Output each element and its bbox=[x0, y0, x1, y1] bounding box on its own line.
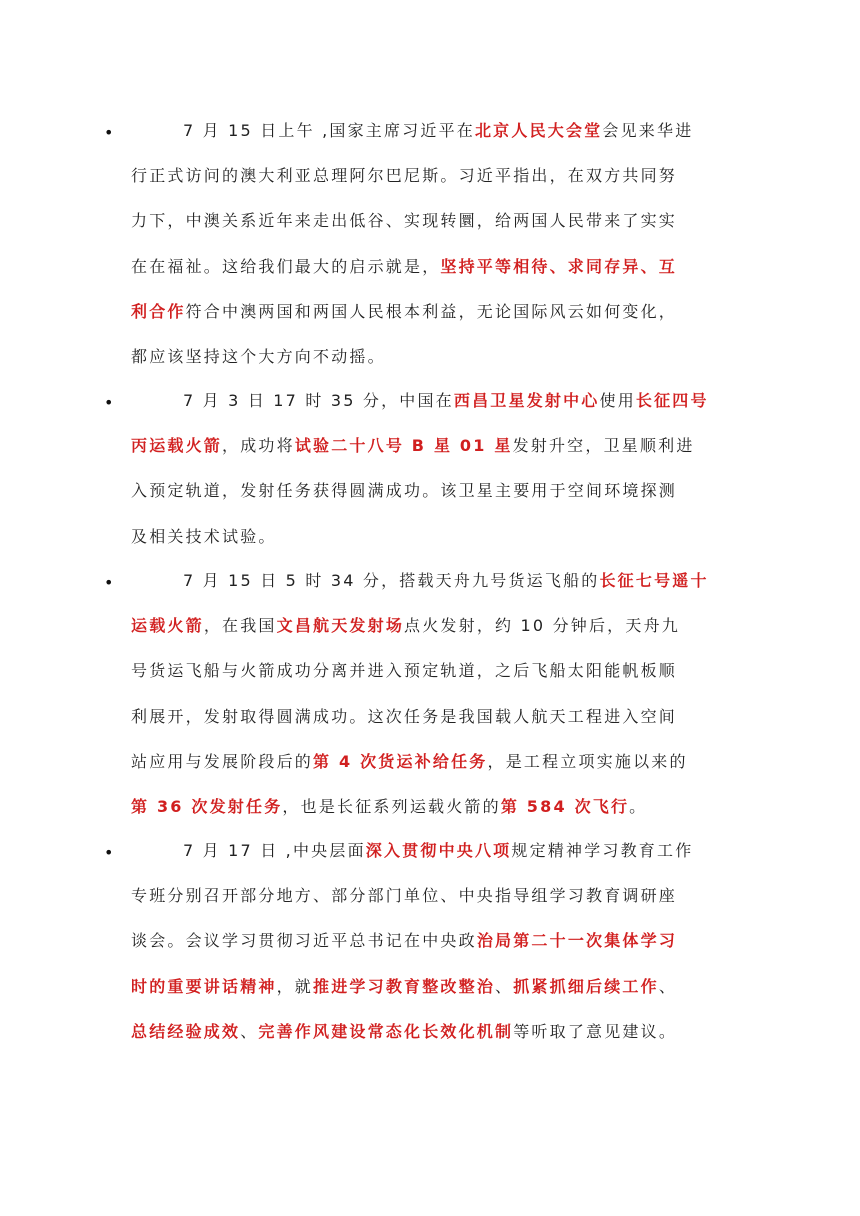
bullet-icon: • bbox=[104, 573, 114, 592]
text-line bbox=[131, 116, 731, 146]
text-line bbox=[131, 1017, 731, 1047]
text-line bbox=[131, 342, 731, 372]
highlighted-text: 总结经验成效 bbox=[131, 1021, 241, 1041]
body-text: 7 月 15 日上午 ,国家主席习近平在 bbox=[183, 121, 475, 140]
text-line bbox=[131, 476, 731, 506]
highlighted-text: 试验二十八号 B 星 01 星 bbox=[294, 436, 513, 456]
highlighted-text: 推进学习教育整改整治 bbox=[313, 976, 496, 996]
body-text: 7 月 17 日 ,中央层面 bbox=[183, 841, 366, 860]
body-text: 行正式访问的澳大利亚总理阿尔巴尼斯。习近平指出，在双方共同努 bbox=[131, 166, 678, 186]
highlighted-text: 文昌航天发射场 bbox=[276, 616, 405, 636]
body-text: 在在福祉。这给我们最大的启示就是， bbox=[131, 256, 441, 276]
text-line bbox=[131, 297, 731, 327]
text-line bbox=[131, 792, 731, 822]
highlighted-text: 运载火箭 bbox=[131, 616, 204, 636]
body-text: 发射升空，卫星顺利进 bbox=[512, 436, 695, 456]
highlighted-text: 抓紧抓细后续工作 bbox=[513, 976, 659, 996]
body-text: 号货运飞船与火箭成功分离并进入预定轨道，之后飞船太阳能帆板顺 bbox=[131, 661, 678, 681]
text-line bbox=[131, 702, 731, 732]
body-text: 力下，中澳关系近年来走出低谷、实现转圜，给两国人民带来了实实 bbox=[131, 211, 678, 231]
body-text: 谈会。会议学习贯彻习近平总书记在中央政 bbox=[131, 931, 477, 951]
body-text: 站应用与发展阶段后的 bbox=[131, 751, 314, 771]
body-text: ，是工程立项实施以来的 bbox=[487, 751, 688, 771]
text-line bbox=[131, 206, 731, 236]
highlighted-text: 治局第二十一次集体学习 bbox=[476, 931, 678, 951]
body-text: 及相关技术试验。 bbox=[131, 526, 277, 546]
text-line bbox=[131, 926, 731, 956]
body-text: ，成功将 bbox=[222, 436, 295, 456]
body-text: 。 bbox=[629, 797, 648, 816]
highlighted-text: 第 584 次飞行 bbox=[500, 797, 630, 816]
text-line bbox=[131, 881, 731, 911]
highlighted-text: 丙运载火箭 bbox=[131, 436, 223, 456]
body-text: 点火发射，约 10 分钟后，天舟九 bbox=[404, 616, 680, 636]
body-text: 7 月 3 日 17 时 35 分，中国在 bbox=[183, 391, 454, 410]
text-line bbox=[131, 566, 731, 596]
highlighted-text: 西昌卫星发射中心 bbox=[453, 391, 600, 410]
text-line bbox=[131, 252, 731, 282]
highlighted-text: 北京人民大会堂 bbox=[474, 121, 603, 140]
text-line bbox=[131, 972, 731, 1002]
body-text: 、 bbox=[495, 976, 514, 996]
bullet-icon: • bbox=[104, 123, 114, 142]
highlighted-text: 深入贯彻中央八项 bbox=[365, 841, 512, 860]
highlighted-text: 时的重要讲话精神 bbox=[131, 976, 277, 996]
body-text: 、 bbox=[658, 976, 678, 996]
text-line bbox=[131, 386, 731, 416]
highlighted-text: 利合作 bbox=[131, 301, 186, 321]
body-text: ，也是长征系列运载火箭的 bbox=[282, 797, 501, 816]
bullet-icon: • bbox=[104, 843, 114, 862]
highlighted-text: 长征七号遥十 bbox=[599, 571, 709, 590]
text-line bbox=[131, 747, 731, 777]
highlighted-text: 第 36 次发射任务 bbox=[131, 797, 283, 816]
text-line bbox=[131, 522, 731, 552]
body-text: 符合中澳两国和两国人民根本利益，无论国际风云如何变化， bbox=[185, 301, 678, 321]
body-text: 会见来华进 bbox=[602, 121, 694, 140]
body-text: 等听取了意见建议。 bbox=[513, 1021, 678, 1041]
body-text: 使用 bbox=[599, 391, 636, 410]
body-text: 都应该坚持这个大方向不动摇。 bbox=[131, 347, 386, 366]
body-text: 入预定轨道，发射任务获得圆满成功。该卫星主要用于空间环境探测 bbox=[131, 481, 678, 501]
body-text: ，在我国 bbox=[203, 616, 277, 636]
body-text: 7 月 15 日 5 时 34 分，搭载天舟九号货运飞船的 bbox=[183, 571, 600, 590]
highlighted-text: 第 4 次货运补给任务 bbox=[313, 751, 488, 771]
highlighted-text: 坚持平等相待、求同存异、互 bbox=[440, 256, 678, 276]
text-line bbox=[131, 836, 731, 866]
text-line bbox=[131, 611, 731, 641]
body-text: ，就 bbox=[276, 976, 314, 996]
body-text: 利展开，发射取得圆满成功。这次任务是我国载人航天工程进入空间 bbox=[131, 706, 678, 726]
highlighted-text: 长征四号 bbox=[635, 391, 709, 410]
text-line bbox=[131, 161, 731, 191]
text-line bbox=[131, 431, 731, 461]
highlighted-text: 完善作风建设常态化长效化机制 bbox=[258, 1021, 514, 1041]
body-text: 专班分别召开部分地方、部分部门单位、中央指导组学习教育调研座 bbox=[131, 886, 678, 906]
body-text: 规定精神学习教育工作 bbox=[511, 841, 694, 860]
bullet-icon: • bbox=[104, 393, 114, 412]
body-text: 、 bbox=[240, 1021, 259, 1041]
text-line bbox=[131, 656, 731, 686]
